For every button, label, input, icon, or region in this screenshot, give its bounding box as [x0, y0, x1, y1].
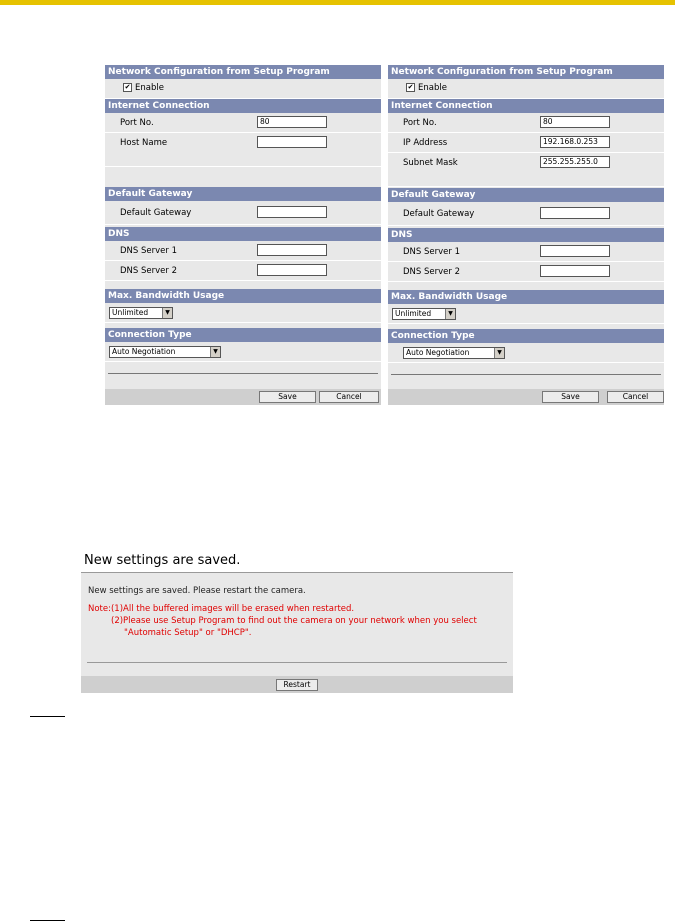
right-settings-panel	[388, 65, 664, 405]
dns1-input[interactable]	[540, 245, 610, 257]
enable-label: Enable	[135, 83, 164, 93]
connection-type-value: Auto Negotiation	[406, 348, 470, 357]
header-bandwidth: Max. Bandwidth Usage	[388, 290, 664, 304]
port-input[interactable]: 80	[540, 116, 610, 128]
header-default-gateway: Default Gateway	[388, 188, 664, 202]
cancel-button[interactable]: Cancel	[319, 391, 379, 403]
header-setup-program: Network Configuration from Setup Program	[105, 65, 381, 79]
divider	[108, 373, 378, 374]
button-bar	[81, 676, 513, 693]
connection-type-select[interactable]	[109, 346, 221, 358]
settings-saved-panel	[81, 548, 513, 693]
header-default-gateway: Default Gateway	[105, 187, 381, 201]
gateway-label: Default Gateway	[403, 209, 475, 219]
button-bar	[388, 389, 664, 405]
header-connection-type: Connection Type	[105, 328, 381, 342]
subnet-mask-label: Subnet Mask	[403, 158, 458, 168]
gateway-label: Default Gateway	[120, 208, 192, 218]
enable-checkbox[interactable]: ✔	[407, 83, 414, 91]
ip-address-input[interactable]: 192.168.0.253	[540, 136, 610, 148]
dns2-input[interactable]	[540, 265, 610, 277]
connection-type-value: Auto Negotiation	[112, 347, 176, 356]
header-internet-connection: Internet Connection	[105, 99, 381, 113]
header-dns: DNS	[388, 228, 664, 242]
enable-label: Enable	[418, 83, 447, 93]
button-bar	[105, 389, 381, 405]
chevron-down-icon: ▼	[210, 347, 220, 357]
divider	[30, 716, 65, 717]
dns2-input[interactable]	[257, 264, 327, 276]
chevron-down-icon: ▼	[445, 309, 455, 319]
note-line-3: "Automatic Setup" or "DHCP".	[124, 628, 252, 638]
note-line-2: (2)Please use Setup Program to find out the camera on your network when you select	[111, 616, 477, 626]
subnet-mask-input[interactable]: 255.255.255.0	[540, 156, 610, 168]
dns1-label: DNS Server 1	[403, 247, 460, 257]
header-dns: DNS	[105, 227, 381, 241]
dns2-label: DNS Server 2	[403, 267, 460, 277]
chevron-down-icon: ▼	[162, 308, 172, 318]
port-input[interactable]: 80	[257, 116, 327, 128]
restart-button[interactable]: Restart	[276, 679, 318, 691]
header-bandwidth: Max. Bandwidth Usage	[105, 289, 381, 303]
dns2-label: DNS Server 2	[120, 266, 177, 276]
host-name-input[interactable]	[257, 136, 327, 148]
enable-checkbox[interactable]: ✔	[124, 83, 131, 91]
bandwidth-select[interactable]	[392, 308, 456, 320]
save-button[interactable]: Save	[259, 391, 316, 403]
divider	[87, 662, 507, 663]
chevron-down-icon: ▼	[494, 348, 504, 358]
bandwidth-value: Unlimited	[112, 308, 149, 317]
connection-type-select[interactable]	[403, 347, 505, 359]
saved-message: New settings are saved. Please restart the camera.	[88, 586, 306, 596]
ip-address-label: IP Address	[403, 138, 448, 148]
note-line-1: Note:(1)All the buffered images will be erased when restarted.	[88, 604, 355, 614]
host-name-label: Host Name	[120, 138, 168, 148]
left-settings-panel	[105, 65, 381, 405]
page-title: New settings are saved.	[81, 548, 513, 573]
dns1-label: DNS Server 1	[120, 246, 177, 256]
gateway-input[interactable]	[257, 206, 327, 218]
bandwidth-value: Unlimited	[395, 309, 432, 318]
divider	[30, 920, 65, 921]
gateway-input[interactable]	[540, 207, 610, 219]
save-button[interactable]: Save	[542, 391, 599, 403]
port-label: Port No.	[120, 118, 154, 128]
divider	[391, 374, 661, 375]
header-internet-connection: Internet Connection	[388, 99, 664, 113]
cancel-button[interactable]: Cancel	[607, 391, 664, 403]
dns1-input[interactable]	[257, 244, 327, 256]
bandwidth-select[interactable]	[109, 307, 173, 319]
port-label: Port No.	[403, 118, 437, 128]
header-connection-type: Connection Type	[388, 329, 664, 343]
top-accent-bar	[0, 0, 675, 5]
header-setup-program: Network Configuration from Setup Program	[388, 65, 664, 79]
